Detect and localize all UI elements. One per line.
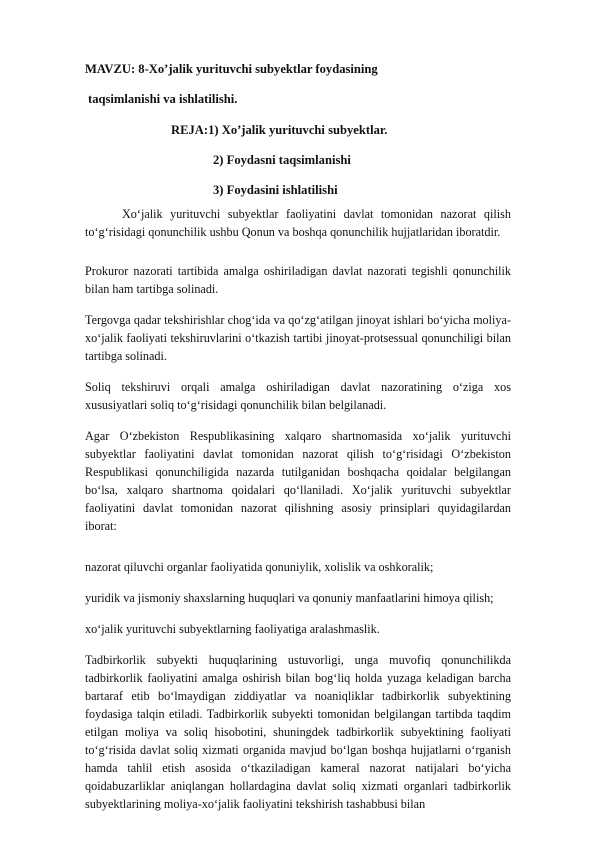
paragraph-3: Tergovga qadar tekshirishlar chog‘ida va qo‘zg‘atilgan jinoyat ishlari bo‘yicha moliya-xo‘jalik faoliyati tekshiruvlarini o‘tkazish tartibi jinoyat-protsessual qonunchiligi bilan tartibga solinadi. <box>85 313 511 363</box>
paragraph-5: Agar O‘zbekiston Respublikasining xalqaro shartnomasida xo‘jalik yurituvchi subyektlar faoliyatini davlat tomonidan nazorat qilish to‘g‘risidagi O‘zbekiston Respublikasi qonunchiligida nazarda tutilganidan boshqacha qoidalar belgilangan bo‘lsa, xalqaro shartnoma qoidalari qo‘llaniladi. Xo‘jalik yurituvchi subyektlar faoliyatini davlat tomonidan nazorat qilishning asosiy prinsiplari quyidagilardan iborat: <box>85 429 511 533</box>
plan-item-1: REJA:1) Xo’jalik yurituvchi subyektlar. <box>171 123 388 137</box>
paragraph-8: xo‘jalik yurituvchi subyektlarning faoliyatiga aralashmaslik. <box>85 622 380 636</box>
paragraph-6: nazorat qiluvchi organlar faoliyatida qonuniylik, xolislik va oshkoralik; <box>85 560 434 574</box>
paragraph-2: Prokuror nazorati tartibida amalga oshiriladigan davlat nazorati tegishli qonunchilik bilan ham tartibga solinadi. <box>85 264 511 296</box>
topic-title-line-2: taqsimlanishi va ishlatilishi. <box>88 92 238 106</box>
plan-item-2: 2) Foydasni taqsimlanishi <box>213 153 351 167</box>
plan-item-3: 3) Foydasini ishlatilishi <box>213 183 338 197</box>
topic-title-line-1: MAVZU: 8-Xo’jalik yurituvchi subyektlar foydasining <box>85 62 378 76</box>
paragraph-4: Soliq tekshiruvi orqali amalga oshiriladigan davlat nazoratining o‘ziga xos xususiyatlari soliq to‘g‘risidagi qonunchilik bilan belgilanadi. <box>85 380 511 412</box>
paragraph-1: Xo‘jalik yurituvchi subyektlar faoliyatini davlat tomonidan nazorat qilish to‘g‘risidagi qonunchilik ushbu Qonun va boshqa qonunchilik hujjatlaridan iboratdir. <box>85 207 511 239</box>
paragraph-7: yuridik va jismoniy shaxslarning huquqlari va qonuniy manfaatlarini himoya qilish; <box>85 591 494 605</box>
paragraph-9: Tadbirkorlik subyekti huquqlarining ustuvorligi, unga muvofiq qonunchilikda tadbirkorlik faoliyatini amalga oshirish bilan bog‘liq holda yuzaga keladigan barcha bartaraf etib bo‘lmaydigan ziddiyatlar va noaniqliklar tadbirkorlik subyektining foydasiga talqin etiladi. Tadbirkorlik subyekti tomonidan belgilangan tartibda taqdim etilgan moliya va soliq hisobotini, shuningdek tadbirkorlik subyektining faoliyati to‘g‘risida davlat soliq xizmati organida mavjud bo‘lgan boshqa hujjatlarni o‘rganish hamda tahlil etish asosida o‘tkaziladigan kameral nazorat natijalari bo‘yicha qoidabuzarliklar aniqlangan hollardagina davlat soliq xizmati organlari tadbirkorlik subyektlarining moliya-xo‘jalik faoliyatini tekshirish tashabbusi bilan <box>85 653 511 811</box>
